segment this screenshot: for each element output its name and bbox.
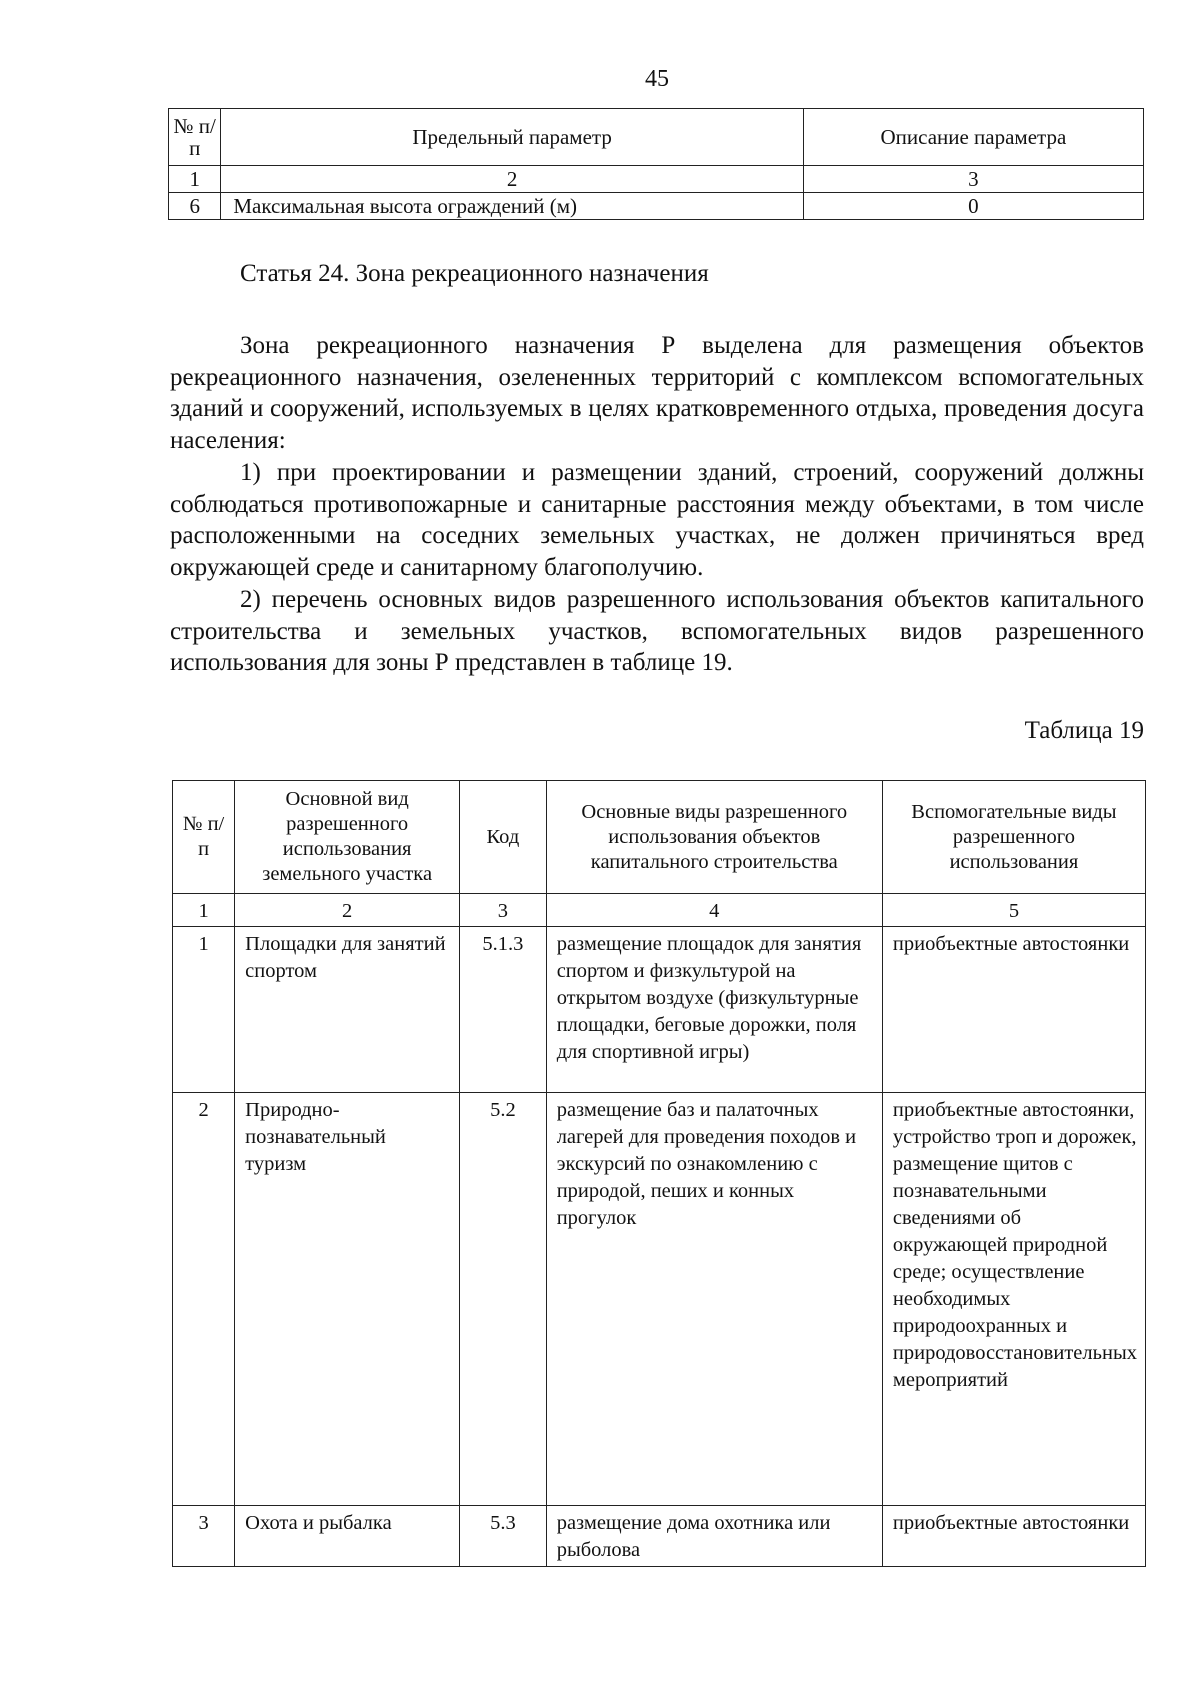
- table-caption: Таблица 19: [1024, 717, 1144, 744]
- parameters-table: [168, 108, 1144, 220]
- table-header-row: [173, 781, 1146, 894]
- row-objects-use: размещение площадок для занятия спортом и физкультурой на открытом воздухе (физкультурные площадки, беговые дорожки, поля для спортивной игры): [546, 927, 882, 1093]
- row-basic-use: Природно-познавательный туризм: [235, 1093, 460, 1506]
- row-num: 1: [173, 927, 235, 1093]
- row-code: 5.2: [460, 1093, 547, 1506]
- column-numbers-row: [169, 166, 1144, 193]
- table-row: [173, 927, 1146, 1093]
- row-basic-use: Площадки для занятий спортом: [235, 927, 460, 1093]
- row-objects-use: размещение баз и палаточных лагерей для проведения походов и экскурсий по ознакомлению с природой, пеших и конных прогулок: [546, 1093, 882, 1506]
- row-objects-use: размещение дома охотника или рыболова: [546, 1506, 882, 1567]
- paragraph-text: Зона рекреационного назначения Р выделена для размещения объектов рекреационного назначения, озелененных территорий с комплексом вспомогательных зданий и сооружений, используемых в целях кратковременного отдыха, проведения досуга населения:: [170, 332, 1144, 454]
- row-auxiliary-use: приобъектные автостоянки: [882, 1506, 1145, 1567]
- header-num: № п/п: [169, 109, 221, 166]
- header-objects-use: Основные виды разрешенного использования объектов капитального строительства: [546, 781, 882, 894]
- column-numbers-row: [173, 894, 1146, 927]
- column-number: 2: [235, 894, 460, 927]
- header-basic-use: Основной вид разрешенного использования земельного участка: [235, 781, 460, 894]
- page-number: 45: [645, 66, 669, 92]
- land-use-table: [172, 780, 1146, 1567]
- column-number: 1: [169, 166, 221, 193]
- row-desc: 0: [803, 193, 1143, 220]
- header-param: Предельный параметр: [221, 109, 803, 166]
- column-number: 1: [173, 894, 235, 927]
- table-row: [169, 193, 1144, 220]
- row-num: 3: [173, 1506, 235, 1567]
- paragraph-text: 2) перечень основных видов разрешенного использования объектов капитального строительства и земельных участков, вспомогательных видов разрешенного использования для зоны Р представлен в таблице 19.: [170, 586, 1144, 676]
- row-code: 5.1.3: [460, 927, 547, 1093]
- column-number: 5: [882, 894, 1145, 927]
- paragraph-text: 1) при проектировании и размещении зданий, строений, сооружений должны соблюдаться противопожарные и санитарные расстояния между объектами, в том числе расположенными на соседних земельных участках, не должен причиняться вред окружающей среде и санитарному благополучию.: [170, 459, 1144, 581]
- column-number: 2: [221, 166, 803, 193]
- header-num: № п/п: [173, 781, 235, 894]
- row-auxiliary-use: приобъектные автостоянки, устройство троп и дорожек, размещение щитов с познавательными сведениями об окружающей природной среде; осуществление необходимых природоохранных и природовосстановительных мероприятий: [882, 1093, 1145, 1506]
- row-basic-use: Охота и рыбалка: [235, 1506, 460, 1567]
- column-number: 3: [460, 894, 547, 927]
- article-title: Статья 24. Зона рекреационного назначения: [240, 260, 709, 287]
- paragraph-intro: [170, 330, 1144, 456]
- row-num: 6: [169, 193, 221, 220]
- column-number: 4: [546, 894, 882, 927]
- header-code: Код: [460, 781, 547, 894]
- row-auxiliary-use: приобъектные автостоянки: [882, 927, 1145, 1093]
- row-param: Максимальная высота ограждений (м): [221, 193, 803, 220]
- header-desc: Описание параметра: [803, 109, 1143, 166]
- table-header-row: [169, 109, 1144, 166]
- column-number: 3: [803, 166, 1143, 193]
- table-row: [173, 1506, 1146, 1567]
- paragraph-item-1: [170, 457, 1144, 583]
- paragraph-item-2: [170, 584, 1144, 679]
- header-auxiliary-use: Вспомогательные виды разрешенного использования: [882, 781, 1145, 894]
- row-code: 5.3: [460, 1506, 547, 1567]
- table-row: [173, 1093, 1146, 1506]
- row-num: 2: [173, 1093, 235, 1506]
